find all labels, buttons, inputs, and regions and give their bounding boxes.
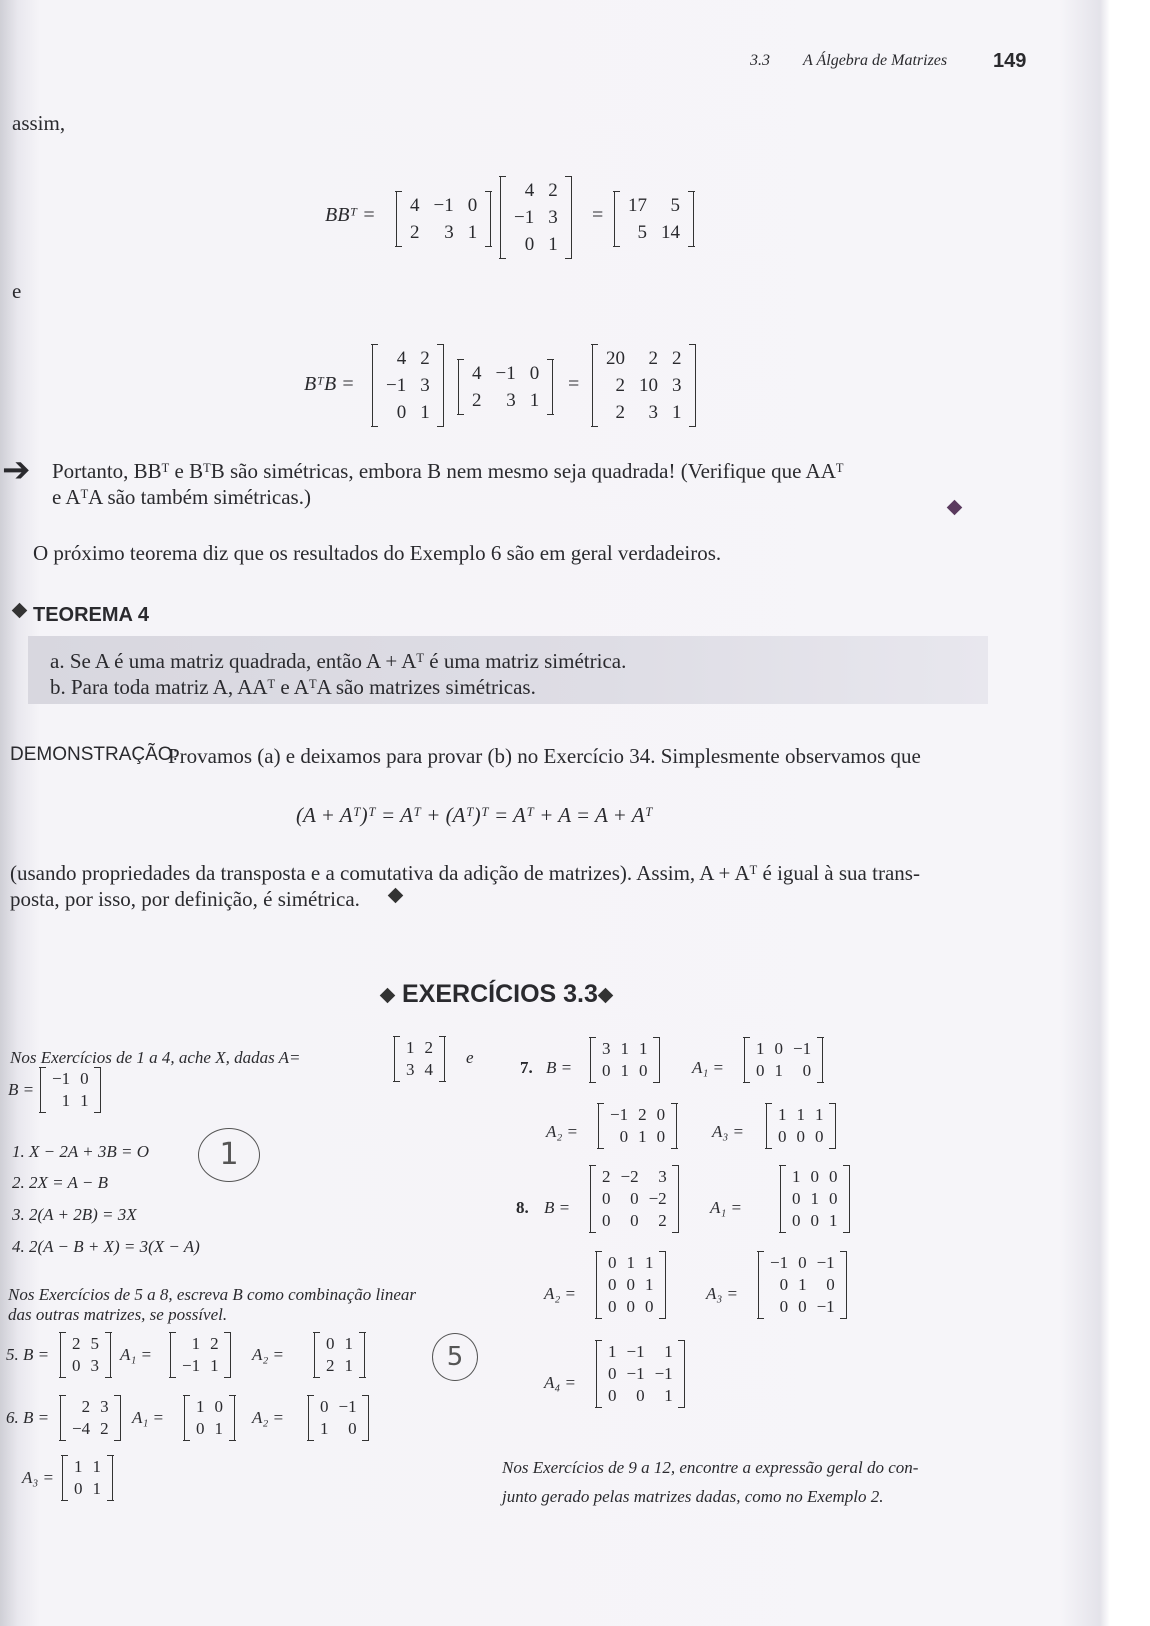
- exercise-6-number: 6. B =: [6, 1408, 50, 1427]
- matrix-A: [394, 1037, 445, 1081]
- matrix-cell: 0: [74, 1479, 83, 1498]
- matrix-cell: 3: [100, 1397, 109, 1416]
- matrix-cell: 0: [796, 1127, 805, 1146]
- matrix-cell: 1: [664, 1342, 673, 1361]
- matrix-cell: 2: [602, 1167, 611, 1186]
- matrix-cell: −1: [433, 195, 454, 216]
- matrix-cell: 1: [672, 402, 682, 423]
- page-number: 149: [993, 50, 1027, 72]
- matrix-cell: 1: [548, 234, 558, 255]
- matrix-cell: 10: [639, 375, 658, 396]
- eq2-lhs: BᵀB =: [304, 373, 355, 395]
- matrix-cell: 14: [661, 222, 680, 243]
- matrix-cell: 17: [628, 195, 647, 216]
- matrix-cell: 0: [196, 1419, 205, 1438]
- exercises-intro-e: e: [466, 1048, 474, 1067]
- matrix-cell: 0: [214, 1397, 223, 1416]
- exercises-intro-5-8-b: das outras matrizes, se possível.: [8, 1305, 228, 1324]
- matrix-cell: −1: [816, 1253, 835, 1272]
- matrix-cell: 0: [798, 1297, 807, 1316]
- matrix-cell: 1: [406, 1038, 415, 1057]
- theorem-title: TEOREMA 4: [33, 604, 149, 626]
- ex8-A3-label: A₃ =: [706, 1284, 739, 1303]
- matrix-cell: 2: [420, 348, 430, 369]
- eq2-matrix-3: [592, 345, 696, 426]
- matrix-cell: −1: [793, 1039, 812, 1058]
- matrix-cell: 1: [756, 1039, 765, 1058]
- proof-line3: (usando propriedades da transposta e a comutativa da adição de matrizes). Assim, A + Aᵀ é igual à sua trans-: [10, 861, 920, 885]
- matrix-cell: 0: [602, 1061, 611, 1080]
- matrix-cell: 0: [626, 1297, 635, 1316]
- matrix-cell: 1: [778, 1105, 787, 1124]
- matrix-cell: 0: [779, 1297, 789, 1316]
- matrix-cell: 0: [774, 1039, 783, 1058]
- matrix-cell: 1: [420, 402, 430, 423]
- matrix-cell: 2: [472, 390, 482, 411]
- matrix-cell: 1: [92, 1457, 101, 1476]
- eq1-lhs: BBᵀ =: [325, 204, 376, 226]
- matrix-cell: 0: [396, 402, 407, 423]
- matrix-cell: 1: [61, 1091, 71, 1110]
- matrix-cell: 2: [638, 1105, 647, 1124]
- matrix-cell: 0: [602, 1211, 611, 1230]
- matrix-cell: 4: [396, 348, 407, 369]
- ex8-matrix-A1: [780, 1166, 850, 1232]
- matrix-cell: 0: [656, 1105, 666, 1124]
- matrix-cell: 1: [639, 1039, 648, 1058]
- matrix-cell: 0: [810, 1167, 819, 1186]
- matrix-cell: 2: [672, 348, 682, 369]
- matrix-cell: 0: [815, 1127, 824, 1146]
- matrix-cell: 0: [467, 195, 478, 216]
- matrix-cell: −1: [770, 1253, 789, 1272]
- proof-line4: posta, por isso, por definição, é simétrica.: [10, 887, 360, 911]
- matrix-cell: 1: [529, 390, 540, 411]
- matrix-cell: 3: [658, 1167, 667, 1186]
- matrix-cell: 1: [798, 1275, 807, 1294]
- assim-text: assim,: [12, 111, 66, 135]
- matrix-cell: 3: [406, 1060, 415, 1079]
- matrix-cell: 0: [348, 1419, 357, 1438]
- proof-text: Provamos (a) e deixamos para provar (b) no Exercício 34. Simplesmente observamos que: [168, 744, 921, 768]
- ex6-A1-label: A₁ =: [132, 1408, 165, 1427]
- handwritten-note-5: 5: [432, 1333, 478, 1381]
- ex5-A2-label: A₂ =: [252, 1345, 285, 1364]
- portanto-line2: e AᵀA são também simétricas.): [52, 485, 311, 509]
- matrix-cell: 2: [548, 180, 558, 201]
- matrix-cell: −1: [495, 363, 516, 384]
- matrix-cell: 1: [467, 222, 478, 243]
- exercises-intro-5-8: Nos Exercícios de 5 a 8, escreva B como combinação linear: [8, 1285, 417, 1304]
- matrix-cell: 0: [608, 1253, 617, 1272]
- ex5-A1-label: A₁ =: [120, 1345, 153, 1364]
- matrix-cell: 0: [626, 1275, 635, 1294]
- matrix-cell: 3: [648, 402, 658, 423]
- matrix-B: [40, 1068, 101, 1112]
- matrix-cell: 5: [90, 1334, 99, 1353]
- exercise-5-number: 5. B =: [6, 1345, 50, 1364]
- ex5-matrix-A1: [170, 1333, 231, 1377]
- matrix-cell: 0: [524, 234, 535, 255]
- matrix-cell: 0: [829, 1167, 838, 1186]
- matrix-cell: 0: [72, 1356, 81, 1375]
- ex6-matrix-A2: [308, 1396, 369, 1440]
- matrix-cell: 2: [410, 222, 420, 243]
- proof-label: DEMONSTRAÇÃO:: [10, 744, 178, 765]
- theorem-item-a: a. Se A é uma matriz quadrada, então A + Aᵀ é uma matriz simétrica.: [50, 649, 627, 673]
- matrix-cell: 4: [410, 195, 420, 216]
- matrix-cell: 2: [615, 375, 625, 396]
- eq1-equals: =: [592, 204, 604, 226]
- handwritten-note-1: 1: [198, 1128, 260, 1182]
- ex8-matrix-A2: [596, 1252, 666, 1318]
- matrix-cell: −2: [648, 1189, 667, 1208]
- matrix-cell: 2: [81, 1397, 91, 1416]
- matrix-cell: 0: [320, 1397, 329, 1416]
- matrix-cell: −4: [72, 1419, 91, 1438]
- eq2-matrix-2: [458, 360, 553, 414]
- matrix-cell: 2: [615, 402, 625, 423]
- ex7-A3-label: A₃ =: [712, 1122, 745, 1141]
- arrow-icon: ➔: [2, 452, 31, 489]
- matrix-cell: 0: [636, 1386, 645, 1405]
- matrix-cell: 1: [214, 1419, 223, 1438]
- exercises-intro-9-12: Nos Exercícios de 9 a 12, encontre a expressão geral do con-: [502, 1458, 919, 1477]
- e-text: e: [12, 279, 22, 303]
- matrix-cell: 1: [344, 1334, 353, 1353]
- matrix-cell: 0: [608, 1275, 617, 1294]
- matrix-cell: 5: [637, 222, 647, 243]
- matrix-cell: 0: [630, 1211, 639, 1230]
- matrix-cell: 1: [320, 1419, 329, 1438]
- ex8-B-label: B =: [544, 1198, 571, 1217]
- matrix-cell: 1: [638, 1127, 647, 1146]
- matrix-cell: 0: [802, 1061, 812, 1080]
- theorem-item-b: b. Para toda matriz A, AAᵀ e AᵀA são matrizes simétricas.: [50, 675, 536, 699]
- section-number: 3.3: [750, 52, 770, 69]
- matrix-cell: 3: [506, 390, 516, 411]
- matrix-cell: −1: [514, 207, 535, 228]
- matrix-cell: −1: [626, 1342, 645, 1361]
- ex7-A2-label: A₂ =: [546, 1122, 579, 1141]
- ex8-A2-label: A₂ =: [544, 1284, 577, 1303]
- matrix-cell: 2: [210, 1334, 219, 1353]
- matrix-cell: 3: [420, 375, 430, 396]
- ex6-matrix-A1: [184, 1396, 235, 1440]
- ex5-matrix-B: [60, 1333, 111, 1377]
- ex6-A2-label: A₂ =: [252, 1408, 285, 1427]
- ex8-A1-label: A₁ =: [710, 1198, 743, 1217]
- matrix-cell: 1: [829, 1211, 838, 1230]
- matrix-cell: 0: [756, 1061, 765, 1080]
- matrix-cell: −1: [610, 1105, 629, 1124]
- matrix-cell: 3: [602, 1039, 611, 1058]
- exercises-intro-9-12-b: junto gerado pelas matrizes dadas, como no Exemplo 2.: [502, 1487, 884, 1506]
- eq1-matrix-1: [396, 192, 491, 246]
- matrix-cell: −1: [626, 1364, 645, 1383]
- ex7-A1-label: A₁ =: [692, 1058, 725, 1077]
- ex7-B-label: B =: [546, 1058, 573, 1077]
- matrix-cell: 1: [620, 1061, 629, 1080]
- matrix-cell: 0: [529, 363, 540, 384]
- matrix-cell: 1: [810, 1189, 819, 1208]
- matrix-cell: 0: [645, 1297, 654, 1316]
- matrix-cell: 2: [100, 1419, 109, 1438]
- matrix-cell: 3: [444, 222, 454, 243]
- ex5-matrix-A2: [314, 1333, 365, 1377]
- matrix-cell: −1: [816, 1297, 835, 1316]
- matrix-cell: −1: [52, 1069, 71, 1088]
- exercises-diamond-right-icon: [596, 988, 615, 1006]
- matrix-cell: 0: [326, 1334, 335, 1353]
- ex7-matrix-A2: [598, 1104, 677, 1148]
- matrix-cell: 1: [626, 1253, 635, 1272]
- matrix-cell: 0: [829, 1189, 838, 1208]
- matrix-cell: 2: [648, 348, 658, 369]
- matrix-cell: 4: [472, 363, 482, 384]
- exercise-1: 1. X − 2A + 3B = O: [12, 1142, 150, 1161]
- matrix-cell: −1: [338, 1397, 357, 1416]
- matrix-cell: 1: [815, 1105, 824, 1124]
- matrix-cell: 4: [524, 180, 535, 201]
- matrix-cell: −1: [182, 1356, 201, 1375]
- matrix-cell: 4: [424, 1060, 433, 1079]
- matrix-cell: 2: [72, 1334, 81, 1353]
- matrix-cell: 0: [798, 1253, 807, 1272]
- matrix-cell: 0: [778, 1127, 787, 1146]
- matrix-cell: 0: [602, 1189, 611, 1208]
- exercises-diamond-left-icon: [378, 988, 397, 1006]
- matrix-cell: 1: [792, 1167, 801, 1186]
- eq2-equals: =: [568, 373, 580, 395]
- matrix-cell: 1: [620, 1039, 629, 1058]
- matrix-cell: 1: [191, 1334, 201, 1353]
- matrix-cell: 20: [606, 348, 625, 369]
- exercises-title: EXERCÍCIOS 3.3: [402, 980, 598, 1008]
- eq2-matrix-1: [372, 345, 444, 426]
- matrix-cell: 0: [608, 1364, 617, 1383]
- matrix-cell: 1: [608, 1342, 617, 1361]
- matrix-cell: −1: [386, 375, 407, 396]
- eq1-matrix-2: [500, 177, 572, 258]
- matrix-cell: 2: [658, 1211, 667, 1230]
- matrix-cell: 1: [645, 1275, 654, 1294]
- ex7-matrix-A3: [766, 1104, 836, 1148]
- exercise-3: 3. 2(A + 2B) = 3X: [12, 1205, 137, 1224]
- matrix-cell: 0: [608, 1386, 617, 1405]
- ex6-A3-label: A₃ =: [22, 1468, 55, 1487]
- matrix-cell: 1: [92, 1479, 101, 1498]
- ex8-matrix-A3: [758, 1252, 847, 1318]
- matrix-cell: 3: [672, 375, 682, 396]
- matrix-cell: 0: [810, 1211, 819, 1230]
- portanto-line1: Portanto, BBᵀ e BᵀB são simétricas, embora B nem mesmo seja quadrada! (Verifique que AAᵀ: [52, 459, 844, 483]
- ex7-matrix-B: [590, 1038, 660, 1082]
- matrix-cell: 0: [639, 1061, 648, 1080]
- matrix-cell: 1: [796, 1105, 805, 1124]
- matrix-cell: −2: [620, 1167, 639, 1186]
- exercise-7-number: 7.: [520, 1058, 533, 1077]
- matrix-cell: 1: [74, 1457, 83, 1476]
- matrix-cell: 2: [424, 1038, 433, 1057]
- theorem-diamond-icon: [10, 603, 29, 621]
- matrix-cell: 1: [196, 1397, 205, 1416]
- matrix-cell: −1: [654, 1364, 673, 1383]
- matrix-cell: 1: [210, 1356, 219, 1375]
- exercises-intro-1-4: Nos Exercícios de 1 a 4, ache X, dadas A=: [10, 1048, 301, 1067]
- proximo-text: O próximo teorema diz que os resultados do Exemplo 6 são em geral verdadeiros.: [33, 541, 722, 565]
- matrix-cell: 5: [670, 195, 680, 216]
- matrix-cell: 0: [619, 1127, 629, 1146]
- matrix-cell: 0: [80, 1069, 89, 1088]
- matrix-B-label: B =: [8, 1080, 35, 1099]
- ex8-matrix-A4: [596, 1341, 685, 1407]
- matrix-cell: 0: [826, 1275, 835, 1294]
- matrix-cell: 0: [792, 1189, 801, 1208]
- matrix-cell: 3: [548, 207, 558, 228]
- matrix-cell: 0: [792, 1211, 801, 1230]
- end-diamond-icon: [945, 500, 964, 518]
- exercise-2: 2. 2X = A − B: [12, 1173, 108, 1192]
- ex6-matrix-B: [60, 1396, 121, 1440]
- proof-end-diamond-icon: [386, 888, 405, 906]
- matrix-cell: 3: [90, 1356, 99, 1375]
- ex8-A4-label: A₄ =: [544, 1373, 577, 1392]
- section-title: A Álgebra de Matrizes: [803, 52, 948, 69]
- proof-equation: (A + Aᵀ)ᵀ = Aᵀ + (Aᵀ)ᵀ = Aᵀ + A = A + Aᵀ: [296, 803, 653, 827]
- matrix-cell: 1: [344, 1356, 353, 1375]
- eq1-matrix-3: [614, 192, 694, 246]
- matrix-cell: 0: [656, 1127, 666, 1146]
- matrix-cell: 0: [779, 1275, 789, 1294]
- matrix-cell: 1: [645, 1253, 654, 1272]
- exercise-8-number: 8.: [516, 1198, 529, 1217]
- ex6-matrix-A3: [62, 1456, 113, 1500]
- matrix-cell: 2: [326, 1356, 335, 1375]
- ex7-matrix-A1: [744, 1038, 823, 1082]
- matrix-cell: 0: [608, 1297, 617, 1316]
- matrix-cell: 1: [664, 1386, 673, 1405]
- exercise-4: 4. 2(A − B + X) = 3(X − A): [12, 1237, 200, 1256]
- matrix-cell: 1: [80, 1091, 89, 1110]
- matrix-cell: 0: [630, 1189, 639, 1208]
- ex8-matrix-B: [590, 1166, 679, 1232]
- matrix-cell: 1: [774, 1061, 783, 1080]
